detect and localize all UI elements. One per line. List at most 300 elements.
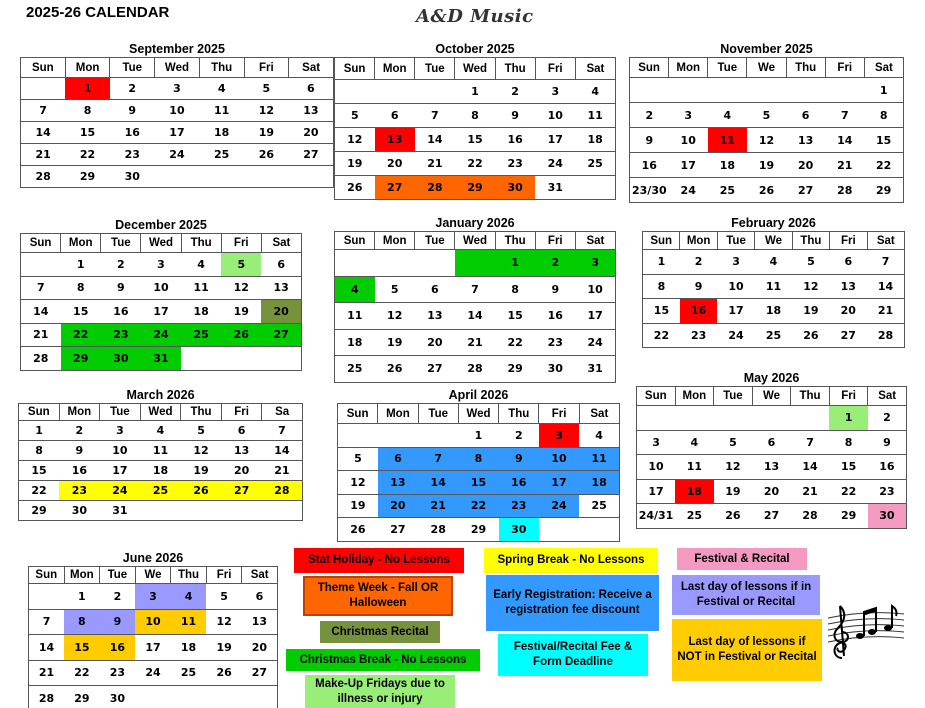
empty-cell [418,424,458,448]
weekday-header: Tue [101,234,141,253]
day-cell: 9 [128,104,137,117]
week-row [21,347,302,371]
day-cell-highlighted: 4 [171,584,207,610]
week-row [21,323,302,347]
week-row [335,303,616,330]
day-cell: 20 [387,157,403,170]
week-row [19,481,303,501]
day-cell: 27 [763,509,780,523]
day-cell: 30 [71,504,87,517]
day-cell-highlighted: 9 [499,447,539,471]
legend-festival-recital [677,548,807,570]
empty-cell [262,501,303,521]
empty-cell [675,406,714,431]
week-row [637,430,907,455]
week-row [637,504,907,529]
legend-text: Early Registration: Receive a registration fee discount [493,589,652,616]
day-cell: 8 [844,435,853,449]
empty-cell [375,250,415,277]
day-cell: 19 [258,126,275,139]
weekday-header: Thu [181,234,221,253]
day-cell: 4 [690,435,699,449]
calendar-grid [20,233,302,371]
weekday-header: Thu [786,58,825,78]
day-cell: 30 [547,362,563,376]
day-cell: 26 [387,362,403,376]
empty-cell [669,78,708,103]
legend-theme-week [303,576,453,616]
empty-cell [140,501,181,521]
empty-cell [221,347,261,371]
empty-cell [289,166,334,188]
day-cell: 17 [547,133,563,146]
empty-cell [135,686,171,708]
day-cell: 6 [237,424,246,437]
day-cell: 28 [467,362,483,376]
day-cell: 28 [35,170,51,183]
day-cell: 24 [680,183,696,197]
day-cell: 27 [840,328,856,342]
calendar-grid [642,231,905,348]
week-row [21,78,334,100]
day-cell-highlighted: 30 [495,176,535,200]
weekday-header: Tue [100,567,136,584]
week-row [630,153,904,178]
day-cell-highlighted: 16 [499,471,539,495]
empty-cell [155,166,200,188]
day-cell: 12 [193,444,209,457]
day-cell: 1 [657,255,666,269]
weekday-header: Fri [244,58,289,78]
day-cell: 14 [837,133,853,147]
weekday-header: Tue [418,404,458,424]
day-cell: 13 [303,104,319,117]
month-october [334,42,616,200]
day-cell: 19 [216,640,232,654]
day-cell: 25 [214,148,230,161]
month-june [28,551,278,708]
weekday-header: Thu [495,58,535,80]
day-cell-highlighted: 8 [64,609,100,635]
day-cell-highlighted: 11 [708,128,747,153]
weekday-header: Thu [791,387,830,406]
day-cell: 21 [877,304,894,318]
day-cell-highlighted: 3 [135,584,171,610]
weekday-header: Tue [714,387,753,406]
day-cell: 4 [591,85,599,98]
day-cell: 22 [467,157,483,170]
empty-cell [206,686,242,708]
week-row [21,276,302,300]
day-cell-highlighted: 26 [221,323,261,347]
day-cell: 1 [78,589,86,603]
month-may [636,371,907,529]
day-cell-highlighted: 1 [829,406,868,431]
day-cell: 7 [42,615,51,629]
weekday-header: Mon [375,58,415,80]
day-cell: 5 [197,424,205,437]
music-notes-icon [826,598,906,662]
day-cell: 9 [694,279,703,293]
day-cell-highlighted: 25 [181,323,221,347]
day-cell: 29 [79,170,96,183]
day-cell: 27 [797,183,814,197]
weekday-header: Mon [680,232,717,250]
day-cell: 16 [113,304,129,318]
weekday-header: Thu [199,58,244,78]
day-cell: 28 [430,522,446,536]
weekday-header: Fri [829,387,868,406]
day-cell: 28 [877,328,894,342]
day-cell: 23 [124,148,140,161]
day-cell: 5 [807,255,815,269]
day-cell: 11 [765,279,782,293]
calendar-grid [334,57,616,200]
weekday-header: Sa [262,404,303,421]
day-cell: 28 [33,351,49,365]
week-row [19,461,303,481]
empty-cell [21,253,61,277]
day-cell: 15 [653,304,670,318]
week-row [21,166,334,188]
day-cell: 9 [551,282,560,296]
weekday-header: Wed [455,58,495,80]
day-cell: 14 [427,133,443,146]
day-cell: 6 [844,255,853,269]
weekday-header: Mon [64,567,100,584]
empty-cell [539,518,579,542]
week-row [338,471,620,495]
day-cell: 21 [33,328,49,342]
day-cell: 31 [547,181,563,194]
day-cell-highlighted: 4 [335,276,375,303]
month-title: June 2026 [122,551,184,565]
day-cell: 15 [73,304,89,318]
empty-cell [791,406,830,431]
week-row [29,660,278,686]
day-cell: 17 [680,158,696,172]
day-cell: 6 [307,82,315,95]
day-cell: 15 [31,464,47,477]
weekday-header: Sat [261,234,301,253]
weekday-header: Sun [335,58,375,80]
day-cell: 4 [197,257,205,271]
weekday-header: Sun [637,387,676,406]
day-cell: 16 [641,158,657,172]
day-cell: 26 [216,666,232,680]
day-cell: 29 [840,509,857,523]
weekday-header: Mon [59,404,100,421]
day-cell: 20 [797,158,814,172]
calendar-grid [20,57,334,188]
day-cell: 8 [879,108,888,122]
week-row [29,584,278,610]
month-title: November 2025 [720,42,813,56]
day-cell: 13 [797,133,814,147]
day-cell: 22 [31,484,47,497]
weekday-header: We [135,567,171,584]
day-cell: 19 [725,484,741,498]
day-cell: 2 [511,85,519,98]
legend-fee-deadline [498,634,648,676]
day-cell: 8 [83,104,92,117]
day-cell: 2 [883,411,891,425]
weekday-header: Fri [221,234,261,253]
weekday-header: Sat [575,232,615,250]
legend-text: Last day of lessons if NOT in Festival or Recital [677,636,817,663]
day-cell: 3 [116,424,124,437]
day-cell-highlighted: 3 [539,424,579,448]
day-cell: 30 [109,691,126,705]
legend-text: Christmas Recital [331,625,429,638]
weekday-header: Wed [141,234,181,253]
day-cell: 5 [729,435,737,449]
week-row [335,104,616,128]
legend-text: Spring Break - No Lessons [497,554,645,566]
legend-makeup-fridays [305,675,455,708]
day-cell: 2 [694,255,703,269]
weekday-header: We [755,232,792,250]
day-cell: 25 [180,666,197,680]
day-cell-highlighted: 28 [415,176,455,200]
day-cell: 12 [803,279,819,293]
day-cell: 27 [427,362,443,376]
day-cell: 22 [876,158,892,172]
day-cell-highlighted: 30 [101,347,141,371]
week-row [335,152,616,176]
weekday-header: Tue [100,404,141,421]
day-cell: 6 [767,435,776,449]
day-cell: 26 [725,509,741,523]
day-cell-highlighted: 29 [61,347,101,371]
empty-cell [21,78,66,100]
weekday-header: Sun [630,58,669,78]
day-cell: 10 [728,279,744,293]
day-cell: 24 [169,148,185,161]
weekday-header: Mon [65,58,110,78]
empty-cell [752,406,791,431]
weekday-header: Thu [792,232,829,250]
week-row [21,122,334,144]
week-row [335,276,616,303]
legend-text: Festival/Recital Fee & Form Deadline [513,641,633,668]
day-cell: 14 [467,309,483,323]
day-cell-highlighted: 25 [140,481,181,501]
month-december [20,218,302,371]
calendar-grid [629,57,904,203]
day-cell-highlighted: 6 [378,447,418,471]
day-cell: 16 [547,309,563,323]
week-row [643,299,905,324]
day-cell: 27 [390,522,406,536]
legend-text: Theme Week - Fall OR Halloween [317,582,439,609]
day-cell: 5 [220,589,228,603]
legend-christmas-break [286,649,480,671]
empty-cell [786,78,825,103]
weekday-header: Wed [455,232,495,250]
week-row [338,494,620,518]
day-cell: 26 [803,328,819,342]
calendar-grid [28,566,278,708]
empty-cell [415,250,455,277]
day-cell: 27 [251,666,268,680]
month-title: December 2025 [115,218,207,232]
month-january [334,216,616,383]
day-cell: 8 [35,444,43,457]
week-row [19,501,303,521]
day-cell: 10 [169,104,185,117]
day-cell: 25 [686,509,702,523]
day-cell: 1 [76,257,85,271]
weekday-header: Sat [867,232,904,250]
legend-last-day-no-festival [672,619,822,681]
day-cell: 1 [474,428,483,442]
weekday-header: Sun [19,404,60,421]
empty-cell [708,78,747,103]
day-cell-highlighted: 11 [171,609,207,635]
weekday-header: Sat [868,387,907,406]
weekday-header: Mon [675,387,714,406]
day-cell-highlighted: 8 [458,447,498,471]
day-cell: 29 [31,504,47,517]
empty-cell [415,80,455,104]
calendar-grid [334,231,616,383]
day-cell: 12 [347,133,363,146]
day-cell: 30 [124,170,140,183]
weekday-header: Fri [825,58,864,78]
day-cell: 22 [79,148,96,161]
day-cell: 15 [840,460,857,474]
brand-logo: A&D Music [416,6,534,27]
day-cell: 11 [152,444,169,457]
day-cell: 25 [347,362,363,376]
day-cell: 14 [802,460,818,474]
day-cell-highlighted: 14 [418,471,458,495]
day-cell: 6 [277,257,285,271]
week-row [643,274,905,299]
day-cell: 20 [233,464,250,477]
day-cell: 24 [547,157,563,170]
day-cell: 13 [840,279,856,293]
empty-cell [714,406,753,431]
day-cell: 14 [33,304,49,318]
day-cell-highlighted: 20 [261,300,301,324]
day-cell: 4 [156,424,165,437]
day-cell: 17 [648,484,664,498]
day-cell: 6 [390,109,399,122]
day-cell: 17 [153,304,169,318]
day-cell: 26 [758,183,775,197]
day-cell: 18 [180,640,197,654]
day-cell: 9 [117,281,125,295]
day-cell: 25 [587,157,603,170]
day-cell-highlighted: 24 [100,481,141,501]
week-row [637,406,907,431]
day-cell: 29 [74,691,90,705]
weekday-header: Mon [669,58,708,78]
day-cell: 17 [145,640,161,654]
empty-cell [338,424,378,448]
weekday-header: Wed [140,404,181,421]
day-cell-highlighted: 16 [680,299,717,324]
day-cell-highlighted: 1 [65,78,110,100]
day-cell-highlighted: 20 [378,494,418,518]
day-cell: 17 [587,309,603,323]
day-cell: 8 [76,281,85,295]
day-cell: 6 [801,108,810,122]
day-cell: 20 [251,640,268,654]
week-row [21,300,302,324]
day-cell: 6 [255,589,264,603]
day-cell: 26 [347,181,363,194]
day-cell: 13 [273,281,289,295]
weekday-header: Fri [539,404,579,424]
day-cell: 22 [840,484,857,498]
day-cell: 4 [769,255,778,269]
day-cell: 22 [507,335,523,349]
day-cell-highlighted: 21 [418,494,458,518]
day-cell-highlighted: 30 [499,518,539,542]
day-cell-highlighted: 17 [539,471,579,495]
legend-text: Make-Up Fridays due to illness or injury [315,677,445,705]
week-row [643,250,905,275]
day-cell-highlighted: 23 [499,494,539,518]
day-cell: 7 [840,108,849,122]
day-cell: 23/30 [632,183,667,197]
weekday-header: Mon [61,234,101,253]
day-cell-highlighted: 15 [458,471,498,495]
empty-cell [335,250,375,277]
day-cell: 21 [427,157,443,170]
weekday-header: Tue [708,58,747,78]
day-cell: 4 [723,108,732,122]
empty-cell [375,80,415,104]
day-cell: 11 [193,281,209,295]
day-cell: 29 [507,362,523,376]
weekday-header: Sat [575,58,615,80]
day-cell: 1 [879,83,888,97]
day-cell: 28 [802,509,818,523]
legend-text: Christmas Break - No Lessons [299,653,467,666]
day-cell: 19 [758,158,775,172]
day-cell-highlighted: 10 [135,609,171,635]
day-cell-highlighted: 27 [375,176,415,200]
week-row [630,128,904,153]
month-title: September 2025 [129,42,225,56]
day-cell: 12 [758,133,775,147]
week-row [29,609,278,635]
day-cell: 12 [725,460,741,474]
day-cell: 25 [591,499,607,513]
day-cell: 19 [347,157,363,170]
day-cell: 19 [233,304,249,318]
legend-last-day-festival [672,575,820,615]
day-cell: 18 [719,158,735,172]
day-cell: 15 [876,133,892,147]
day-cell: 8 [471,109,479,122]
day-cell: 18 [152,464,169,477]
day-cell: 2 [117,257,125,271]
empty-cell [579,518,619,542]
week-row [338,447,620,471]
day-cell-highlighted: 11 [579,447,619,471]
day-cell: 31 [112,504,128,517]
empty-cell [199,166,244,188]
day-cell: 7 [36,281,45,295]
day-cell: 26 [350,522,366,536]
month-title: February 2026 [731,216,816,230]
day-cell: 9 [645,133,654,147]
